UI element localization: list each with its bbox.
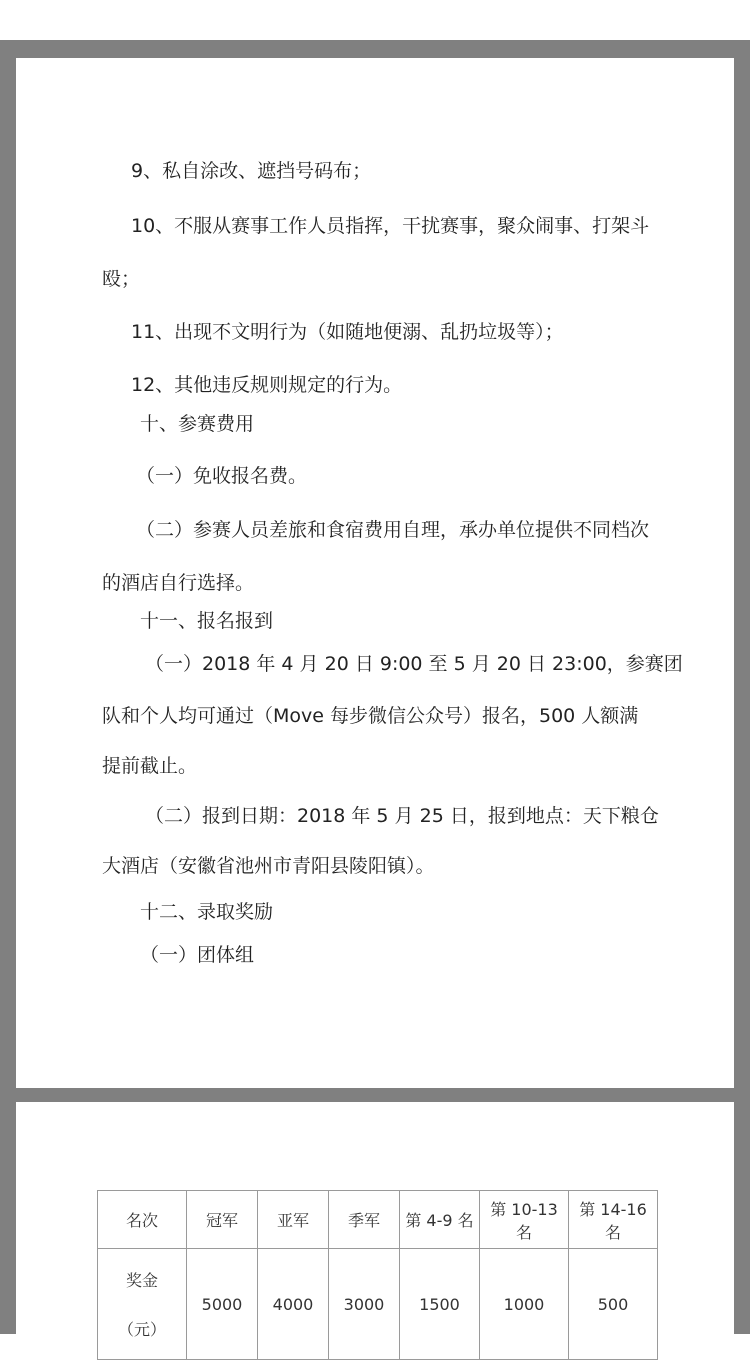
document-viewer [0,40,750,1339]
table-header-cell: 亚军 [258,1191,329,1249]
table-header-cell: 季军 [329,1191,400,1249]
fees-item-1: （一）免收报名费。 [136,465,308,487]
section-heading-fees: 十、参赛费用 [140,413,255,435]
rule-item-9: 9、私自涂改、遮挡号码布； [131,160,372,182]
fees-item-2: （二）参赛人员差旅和食宿费用自理，承办单位提供不同档次 [136,519,650,541]
registration-item-1-cont: 队和个人均可通过（Move 每步微信公众号）报名，500 人额满 [102,705,639,727]
document-page-2 [16,1102,734,1362]
table-header-cell: 第 14-16 名 [569,1191,658,1249]
table-header-cell: 冠军 [187,1191,258,1249]
fees-item-2-cont: 的酒店自行选择。 [102,572,255,594]
table-header-row [98,1191,658,1249]
rule-item-10: 10、不服从赛事工作人员指挥，干扰赛事，聚众闹事、打架斗 [131,215,650,237]
table-header-cell: 第 4-9 名 [400,1191,480,1249]
table-cell: 3000 [329,1249,400,1360]
row-label-bottom: （元） [117,1320,166,1339]
table-cell: 1500 [400,1249,480,1360]
table-row-label [98,1249,187,1360]
row-label-top: 奖金 [125,1271,158,1290]
awards-team-group: （一）团体组 [140,944,255,966]
section-heading-awards: 十二、录取奖励 [140,901,274,923]
table-cell: 4000 [258,1249,329,1360]
section-heading-registration: 十一、报名报到 [140,610,274,632]
table-cell: 500 [569,1249,658,1360]
table-header-cell: 第 10-13 名 [480,1191,569,1249]
registration-item-2: （二）报到日期：2018 年 5 月 25 日，报到地点：天下粮仓 [145,805,659,827]
rule-item-10-cont: 殴； [102,268,141,290]
rule-item-12: 12、其他违反规则规定的行为。 [131,374,403,396]
document-page-1 [16,58,734,1088]
table-cell: 5000 [187,1249,258,1360]
rule-item-11: 11、出现不文明行为（如随地便溺、乱扔垃圾等）； [131,321,564,343]
registration-item-1: （一）2018 年 4 月 20 日 9:00 至 5 月 20 日 23:00，参赛团 [145,653,683,675]
table-header-cell: 名次 [98,1191,187,1249]
table-cell: 1000 [480,1249,569,1360]
table-row [98,1249,658,1360]
registration-item-2-cont: 大酒店（安徽省池州市青阳县陵阳镇）。 [102,855,435,877]
registration-item-1-cont2: 提前截止。 [102,755,198,777]
award-table [97,1190,658,1360]
